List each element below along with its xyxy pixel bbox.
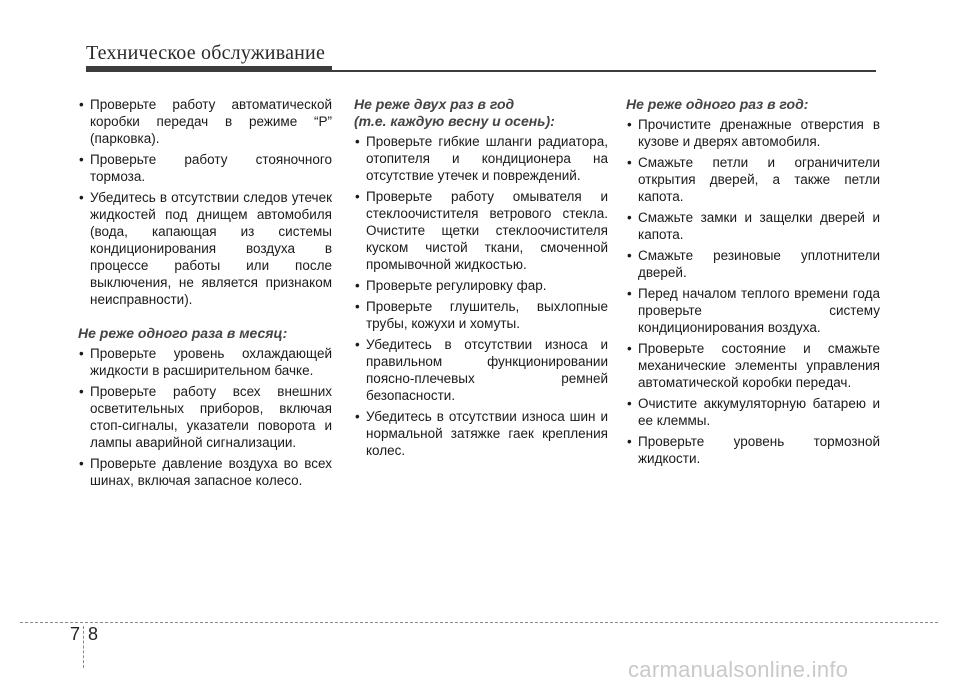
column-3 — [626, 96, 880, 471]
list-item: • Проверьте работу всех внешних осветительных приборов, включая стоп-сигналы, указатели поворота и лампы аварийной сигнализации. — [78, 383, 332, 451]
list-item: • Прочистите дренажные отверстия в кузове и дверях автомобиля. — [626, 116, 880, 150]
list-item: • Смажьте резиновые уплотнители дверей. — [626, 247, 880, 281]
list-item: • Проверьте уровень тормозной жидкости. — [626, 433, 880, 467]
list-item: • Убедитесь в отсутствии износа и правильном функционировании поясно-плечевых ремней безопасности. — [354, 336, 608, 404]
list-item: • Перед началом теплого времени года проверьте систему кондиционирования воздуха. — [626, 285, 880, 336]
section-subtitle-biannual: (т.е. каждую весну и осень): — [354, 113, 555, 129]
title-rule — [332, 70, 876, 72]
page-number: 8 — [88, 624, 99, 644]
footer-divider — [20, 622, 938, 623]
section-title-monthly: Не реже одного раза в месяц: — [78, 325, 288, 341]
list-item: • Проверьте глушитель, выхлопные трубы, кожухи и хомуты. — [354, 298, 608, 332]
list-item: • Смажьте замки и защелки дверей и капота. — [626, 209, 880, 243]
section-title-biannual: Не реже двух раз в год — [354, 96, 515, 112]
list-item: • Проверьте уровень охлаждающей жидкости в расширительном бачке. — [78, 345, 332, 379]
title-underline-bar — [86, 66, 332, 72]
page-title: Техническое обслуживание — [86, 42, 326, 64]
list-item: • Очистите аккумуляторную батарею и ее клеммы. — [626, 395, 880, 429]
list-item: • Проверьте регулировку фар. — [354, 277, 608, 294]
checklist-annual — [626, 116, 880, 467]
page-number-section: 7 — [70, 624, 81, 644]
column-2 — [354, 96, 608, 463]
checklist-monthly — [78, 345, 332, 489]
section-title-annual: Не реже одного раз в год: — [626, 96, 809, 112]
checklist — [78, 96, 332, 308]
list-item: • Проверьте состояние и смажьте механические элементы управления автоматической коробки передач. — [626, 340, 880, 391]
list-item: • Проверьте давление воздуха во всех шинах, включая запасное колесо. — [78, 455, 332, 489]
checklist-biannual — [354, 133, 608, 459]
list-item: • Убедитесь в отсутствии следов утечек жидкостей под днищем автомобиля (вода, капающая из системы кондиционирования воздуха в процессе работы или после выключения, не является признаком неисправности). — [78, 189, 332, 308]
list-item: • Проверьте работу автоматической коробки передач в режиме “P” (парковка). — [78, 96, 332, 147]
list-item: • Убедитесь в отсутствии износа шин и нормальной затяжке гаек крепления колес. — [354, 408, 608, 459]
list-item: • Проверьте гибкие шланги радиатора, отопителя и кондиционера на отсутствие утечек и повреждений. — [354, 133, 608, 184]
list-item: • Проверьте работу омывателя и стеклоочистителя ветрового стекла. Очистите щетки стеклоочистителя куском чистой ткани, смоченной промывочной жидкостью. — [354, 188, 608, 273]
list-item: • Смажьте петли и ограничители открытия дверей, а также петли капота. — [626, 154, 880, 205]
watermark: carmanualsonline.info — [628, 657, 849, 682]
column-1 — [78, 96, 332, 493]
page-number-divider — [83, 626, 84, 668]
list-item: • Проверьте работу стояночного тормоза. — [78, 151, 332, 185]
